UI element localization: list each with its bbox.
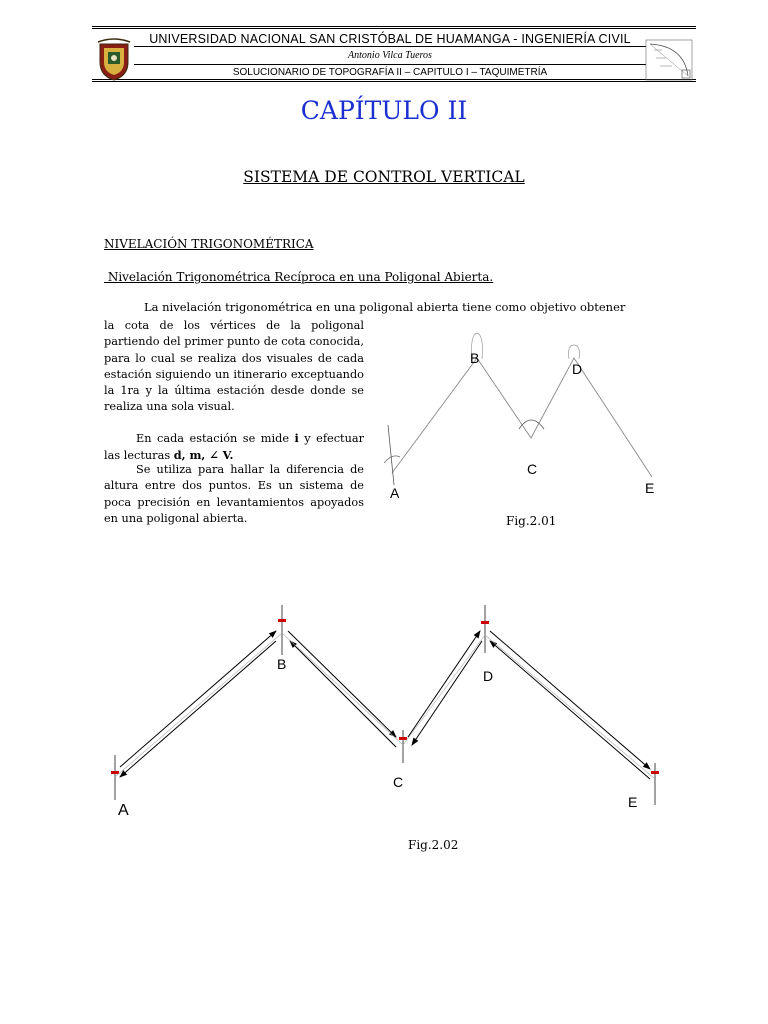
fig2-label-c: C bbox=[393, 774, 404, 790]
chapter-title: CAPÍTULO II bbox=[300, 96, 468, 125]
fig2-label-e: E bbox=[628, 794, 638, 810]
figure-2-02 bbox=[90, 595, 690, 865]
fig1-label-d: D bbox=[572, 361, 583, 377]
paragraph-2 bbox=[104, 430, 364, 465]
university-crest-logo bbox=[96, 38, 132, 82]
fig2-station-poles bbox=[115, 605, 655, 805]
fig1-caption: Fig.2.01 bbox=[506, 514, 557, 528]
header-subtitle: SOLUCIONARIO DE TOPOGRAFÍA II – CAPITULO I – TAQUIMETRÍA bbox=[232, 67, 548, 78]
fig2-label-a: A bbox=[118, 802, 129, 819]
paragraph-2-bold: d, m, ∠ V. bbox=[173, 448, 234, 463]
fig2-station-markers bbox=[111, 619, 659, 774]
header-author: Antonio Vilca Tueros bbox=[348, 50, 432, 61]
header-rule-bottom-double bbox=[92, 79, 696, 80]
header-rule-2 bbox=[134, 64, 646, 65]
section-title: SISTEMA DE CONTROL VERTICAL bbox=[243, 168, 525, 186]
paragraph-2-text: En cada estación se mide bbox=[136, 432, 295, 445]
subsection-title: NIVELACIÓN TRIGONOMÉTRICA bbox=[104, 237, 314, 251]
fig1-polyline bbox=[392, 358, 652, 477]
fig2-caption: Fig.2.02 bbox=[408, 838, 459, 852]
subsubsection-title: Nivelación Trigonométrica Recíproca en una Poligonal Abierta. bbox=[104, 270, 494, 284]
fig1-label-a: A bbox=[390, 485, 400, 501]
header-rule-top bbox=[92, 26, 696, 27]
fig1-label-b: B bbox=[470, 350, 480, 366]
fig1-vertical-a bbox=[388, 425, 394, 485]
drafting-corner-icon bbox=[644, 38, 694, 82]
fig1-label-e: E bbox=[645, 480, 655, 496]
paragraph-2-text2: y efectuar las lecturas bbox=[104, 432, 364, 463]
fig1-label-c: C bbox=[527, 461, 538, 477]
header-university: UNIVERSIDAD NACIONAL SAN CRISTÓBAL DE HUAMANGA - INGENIERÍA CIVIL bbox=[149, 32, 631, 46]
header-rule-1 bbox=[134, 46, 646, 47]
paragraph-1: la cota de los vértices de la poligonal partiendo del primer punto de cota conocida, para lo cual se realiza dos visuales de cada estación siguiendo un itinerario exceptuando la 1ra y la última estación desde donde se realiza una sola visual. bbox=[104, 319, 364, 414]
fig2-guide-lines bbox=[115, 633, 655, 779]
intro-paragraph: La nivelación trigonométrica en una poligonal abierta tiene como objetivo obtener bbox=[144, 300, 626, 314]
fig2-label-b: B bbox=[277, 656, 287, 672]
header-rule-top-double bbox=[92, 28, 696, 29]
paragraph-2-i: i bbox=[294, 431, 299, 445]
fig1-arc-d bbox=[569, 345, 580, 359]
figure-2-01 bbox=[370, 325, 700, 545]
paragraph-3: Se utiliza para hallar la diferencia de altura entre dos puntos. Es un sistema de poca precisión en levantamientos apoyados en una poligonal abierta. bbox=[104, 463, 364, 525]
page-header bbox=[92, 26, 696, 82]
fig2-sight-lines bbox=[120, 631, 650, 779]
header-rule-bottom bbox=[92, 81, 696, 82]
fig2-label-d: D bbox=[483, 668, 494, 684]
